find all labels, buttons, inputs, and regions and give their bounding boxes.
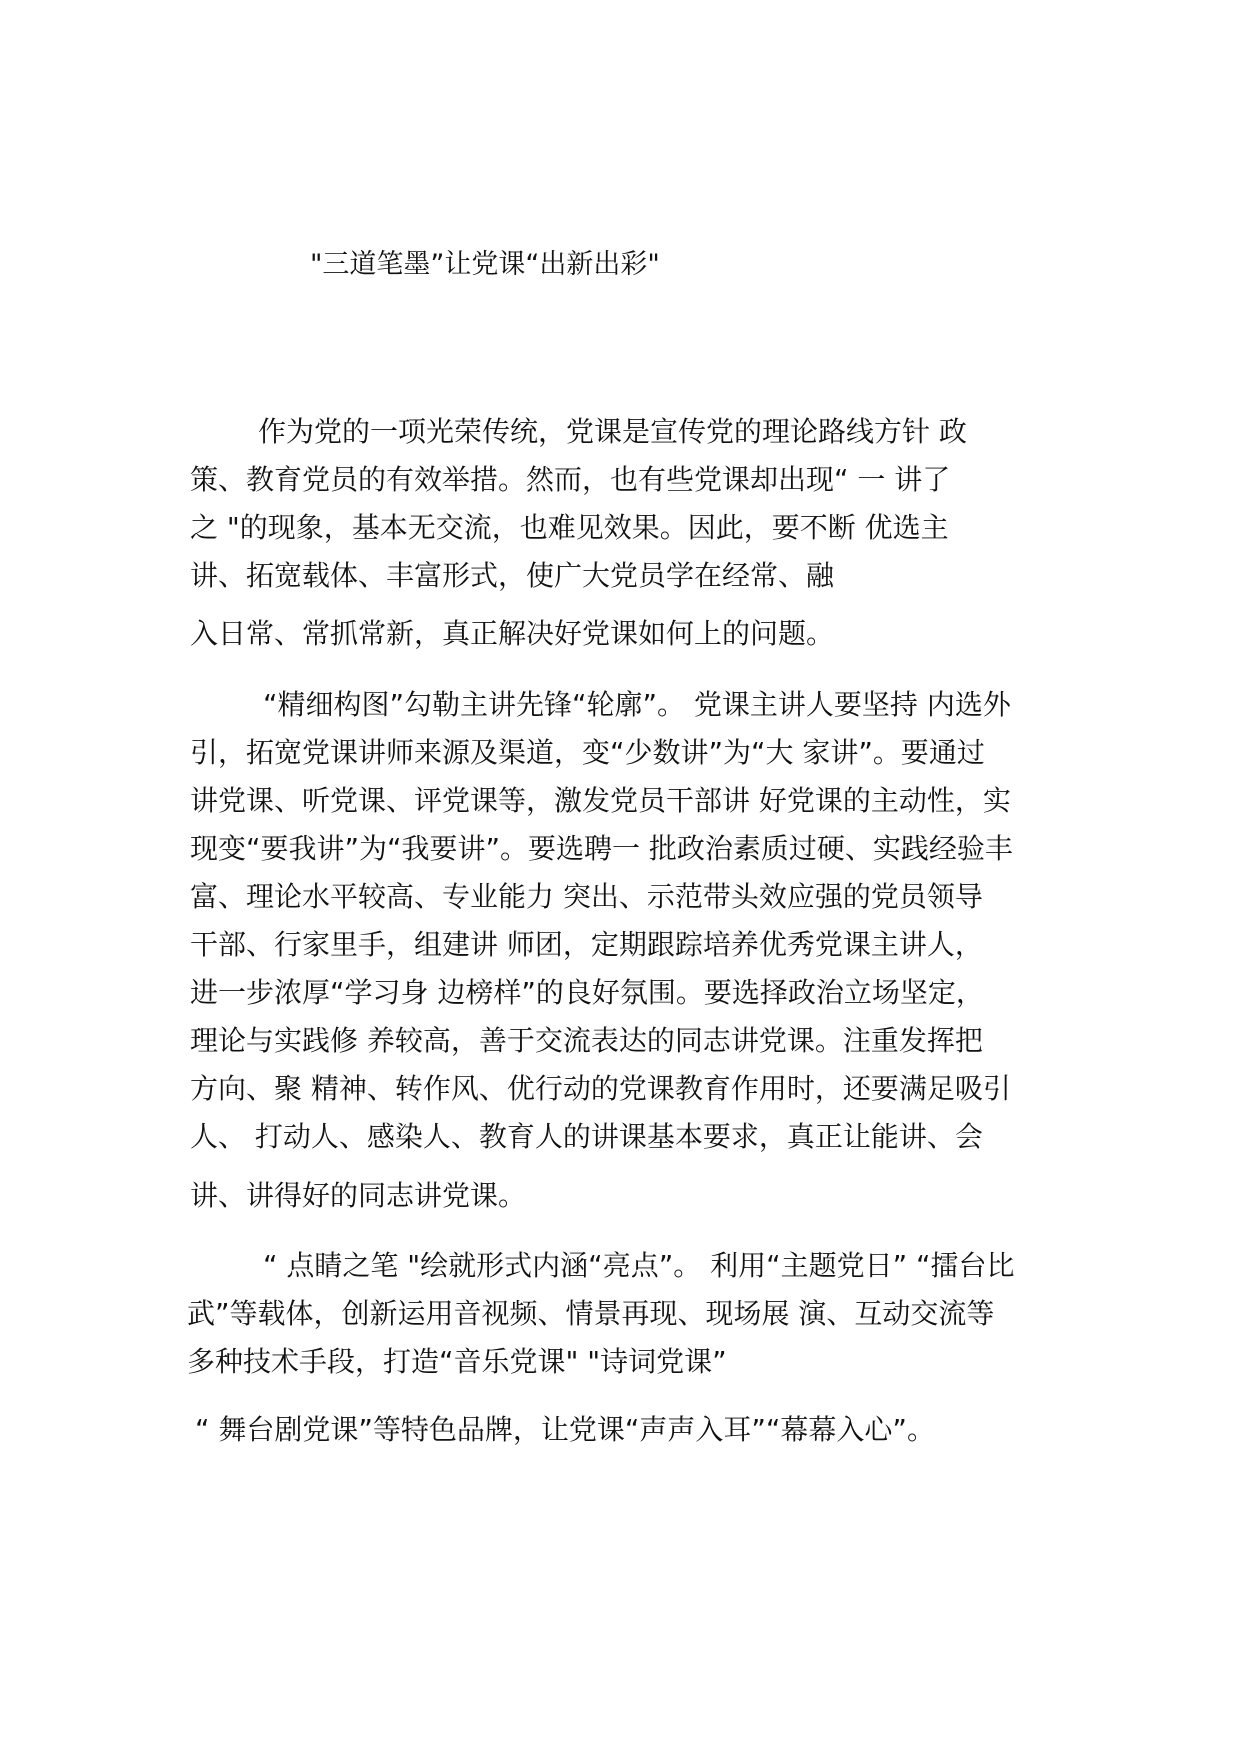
paragraph-3-line-3: 多种技术手段，打造“音乐党课" "诗词党课” [187,1345,727,1378]
paragraph-3-line-1: “ 点睛之笔 "绘就形式内涵“亮点”。 利用“主题党日” “擂台比 [263,1249,1015,1282]
paragraph-2-line-10: 人、 打动人、感染人、教育人的讲课基本要求，真正让能讲、会 [190,1120,983,1153]
paragraph-4-line-1: “ 舞台剧党课”等特色品牌，让党课“声声入耳”“幕幕入心”。 [195,1413,935,1446]
paragraph-2-line-6: 干部、行家里手，组建讲 师团，定期跟踪培养优秀党课主讲人， [190,928,983,961]
paragraph-2-line-8: 理论与实践修 养较高，善于交流表达的同志讲党课。注重发挥把 [190,1024,983,1057]
paragraph-2-line-4: 现变“要我讲”为“我要讲”。要选聘一 批政治素质过硬、实践经验丰 [190,832,1013,865]
paragraph-1-line-3: 之 "的现象，基本无交流，也难见效果。因此，要不断 优选主 [190,511,949,544]
paragraph-2-line-5: 富、理论水平较高、专业能力 突出、示范带头效应强的党员领导 [190,880,983,913]
paragraph-1-line-1: 作为党的一项光荣传统，党课是宣传党的理论路线方针 政 [258,415,967,448]
paragraph-1-line-5: 入日常、常抓常新，真正解决好党课如何上的问题。 [190,617,835,650]
paragraph-1-line-4: 讲、拓宽载体、丰富形式，使广大党员学在经常、融 [190,559,835,592]
paragraph-2-line-2: 引，拓宽党课讲师来源及渠道，变“少数讲”为“大 家讲”。要通过 [190,736,985,769]
paragraph-1-line-2: 策、教育党员的有效举措。然而，也有些党课却出现“ 一 讲了 [190,463,951,496]
paragraph-2-line-3: 讲党课、听党课、评党课等，激发党员干部讲 好党课的主动性，实 [190,784,1011,817]
paragraph-2-line-11: 讲、讲得好的同志讲党课。 [190,1179,527,1212]
paragraph-2-line-1: “精细构图”勾勒主讲先锋“轮廓”。 党课主讲人要坚持 内选外 [263,688,1011,721]
paragraph-2-line-9: 方向、聚 精神、转作风、优行动的党课教育作用时，还要满足吸引 [190,1072,1011,1105]
paragraph-3-line-2: 武”等载体，创新运用音视频、情景再现、现场展 演、互动交流等 [187,1297,995,1330]
document-title: "三道笔墨”让党课“出新出彩" [310,249,660,280]
paragraph-2-line-7: 进一步浓厚“学习身 边榜样”的良好氛围。要选择政治立场坚定， [190,976,984,1009]
